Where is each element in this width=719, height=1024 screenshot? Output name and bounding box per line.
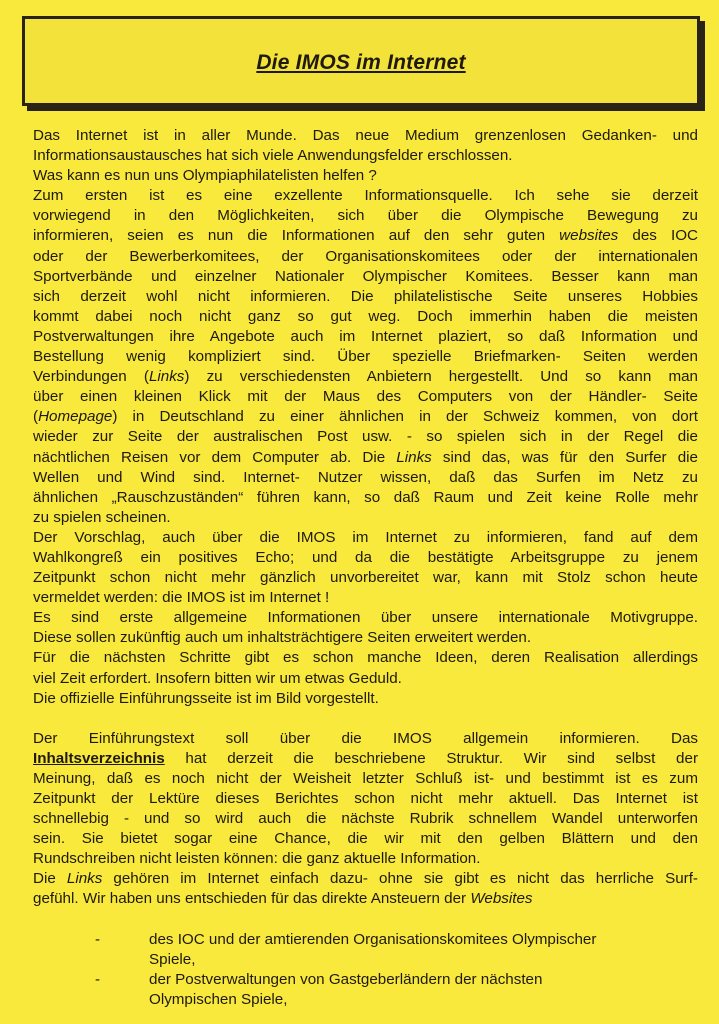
text-line: gefühl. Wir haben uns entschieden für das direkte Ansteuern der Websites [33, 890, 533, 908]
text-line: Zeitpunkt schon nicht mehr gänzlich unvorbereitet war, kann mit Stolz schon heute [33, 569, 698, 587]
text-line: oder der Bewerberkomitees, der Organisationskomitees oder der internationalen [33, 247, 698, 265]
text-line: Zum ersten ist es eine exzellente Informationsquelle. Ich sehe sie derzeit [33, 187, 698, 205]
text-line: zu spielen scheinen. [33, 508, 171, 526]
text-line: Wellen und Wind sind. Internet- Nutzer wissen, daß das Surfen im Netz zu [33, 468, 698, 486]
text-line: Es sind erste allgemeine Informationen über unsere internationale Motivgruppe. [33, 609, 698, 627]
page-title: Die IMOS im Internet [256, 51, 466, 74]
text-line: Diese sollen zukünftig auch um inhaltsträchtigere Seiten erweitert werden. [33, 629, 532, 647]
text-line: Was kann es nun uns Olympiaphilatelisten helfen ? [33, 167, 377, 185]
article-body [33, 126, 698, 910]
text-line: viel Zeit erfordert. Insofern bitten wir um etwas Geduld. [33, 669, 402, 687]
text-line: sich derzeit wohl nicht informieren. Die philatelistische Seite unseres Hobbies [33, 287, 698, 305]
text-line: Sportverbände und einzelner Nationaler Olympischer Komitees. Besser kann man [33, 267, 698, 285]
text-line: ähnlichen „Rauschzuständen“ führen kann, so daß Raum und Zeit keine Rolle mehr [33, 488, 698, 506]
text-line: Postverwaltungen ihre Angebote auch im Internet plaziert, so daß Information und [33, 327, 698, 345]
list-item: - der Postverwaltungen von Gastgeberländern der nächsten Olympischen Spiele, [95, 971, 543, 1009]
text-line: Zeitpunkt der Lektüre dieses Berichtes schon nicht mehr aktuell. Das Internet ist [33, 790, 698, 807]
text-line: vorwiegend in den Möglichkeiten, sich über die Olympische Bewegung zu [33, 207, 698, 225]
text-line: Wahlkongreß ein positives Echo; und da die bestätigte Arbeitsgruppe zu jenem [33, 548, 698, 566]
text-line: Der Einführungstext soll über die IMOS allgemein informieren. Das [33, 729, 698, 747]
text-line: wieder zur Seite der australischen Post usw. - so spielen sich in der Regel die [33, 428, 698, 446]
text-line: Die offizielle Einführungsseite ist im Bild vorgestellt. [33, 689, 379, 707]
title-box [22, 16, 700, 106]
text-line: sein. Sie bietet sogar eine Chance, die wir mit den gelben Blättern und den [33, 830, 698, 848]
text-line: (Homepage) in Deutschland zu einer ähnlichen in der Schweiz kommen, von dort [33, 408, 698, 426]
text-line: nächtlichen Reisen vor dem Computer ab. Die Links sind das, was für den Surfer die [33, 448, 698, 466]
text-line: Für die nächsten Schritte gibt es schon manche Ideen, deren Realisation allerdings [33, 649, 698, 667]
table-of-contents-term: Inhaltsverzeichnis [33, 749, 165, 767]
list-item: - des IOC und der amtierenden Organisationskomitees Olympischer Spiele, [95, 931, 597, 969]
text-line: informieren, seien es nun die Informationen auf den sehr guten websites des IOC [33, 227, 698, 245]
text-line: vermeldet werden: die IMOS ist im Internet ! [33, 589, 330, 607]
text-line: Verbindungen (Links) zu verschiedensten Anbietern hergestellt. Und so kann man [33, 368, 698, 386]
website-list [33, 930, 698, 1010]
text-line: Der Vorschlag, auch über die IMOS im Internet zu informieren, fand auf dem [33, 528, 698, 546]
text-line: Meinung, daß es noch nicht der Weisheit letzter Schluß ist- und bestimmt ist es zum [33, 769, 698, 787]
text-line: Rundschreiben nicht leisten können: die ganz aktuelle Information. [33, 850, 481, 868]
text-line: über einen kleinen Klick mit der Maus des Computers von der Händler- Seite [33, 388, 698, 406]
text-line: kommt dabei noch nicht ganz so gut weg. Doch immerhin haben die meisten [33, 307, 698, 325]
text-line: schnellebig - und so wird auch die nächste Rubrik schnellem Wandel unterworfen [33, 810, 698, 828]
text-line: Bestellung wenig kompliziert sind. Über spezielle Briefmarken- Seiten werden [33, 348, 698, 366]
text-line: Das Internet ist in aller Munde. Das neue Medium grenzenlosen Gedanken- und [33, 127, 698, 144]
text-line: Informationsaustausches hat sich viele Anwendungsfelder erschlossen. [33, 147, 513, 165]
text-line: Inhaltsverzeichnis hat derzeit die beschriebene Struktur. Wir sind selbst der [33, 749, 698, 767]
text-line: Die Links gehören im Internet einfach dazu- ohne sie gibt es nicht das herrliche Surf- [33, 870, 698, 888]
